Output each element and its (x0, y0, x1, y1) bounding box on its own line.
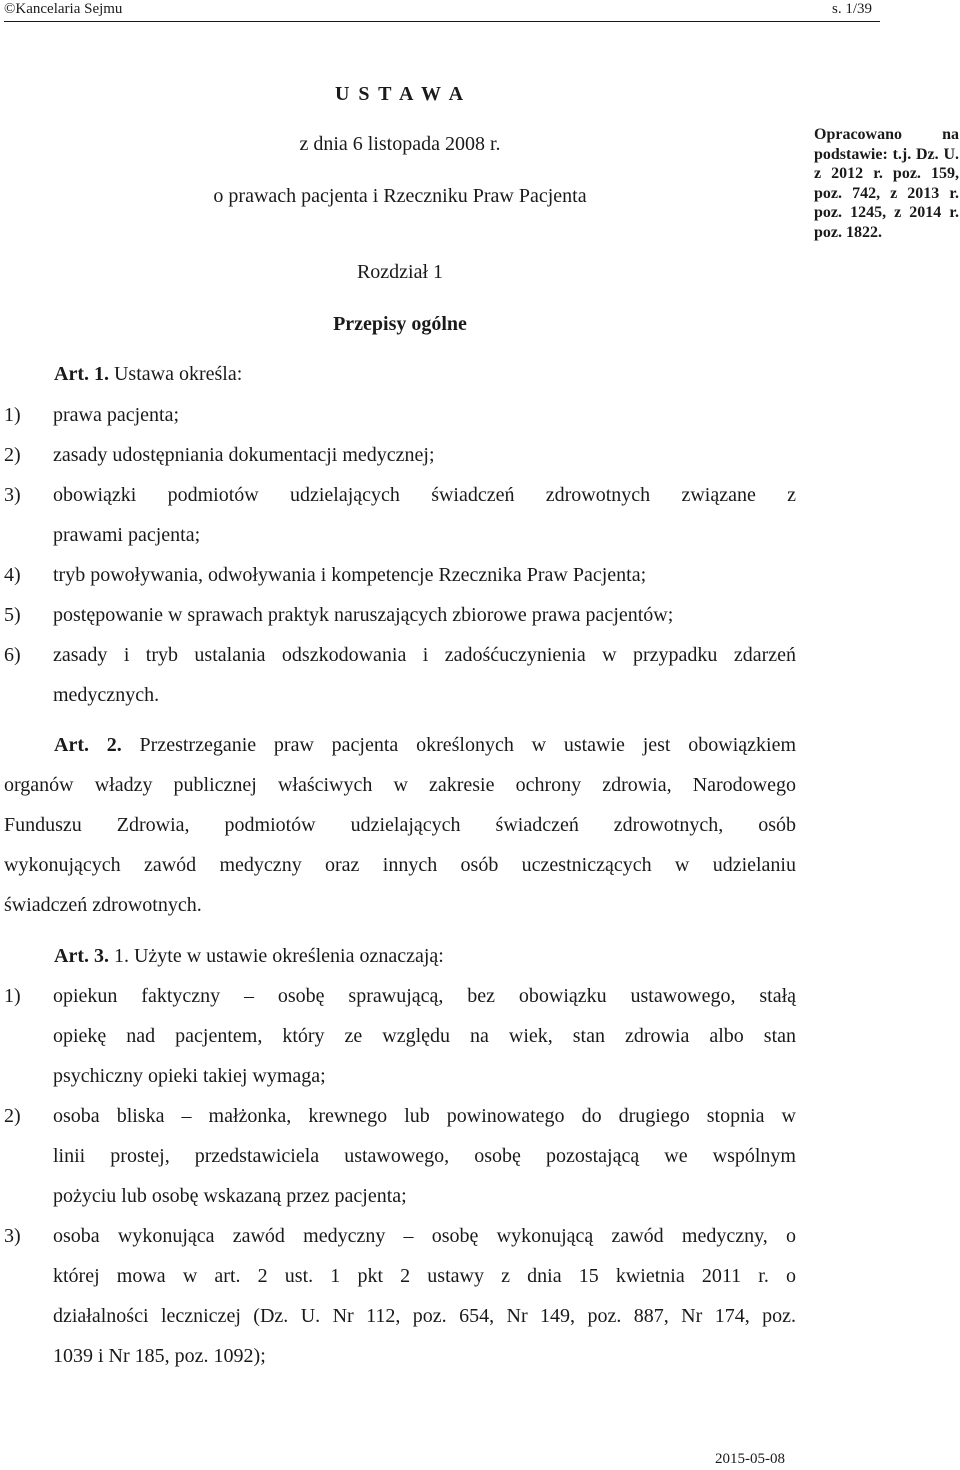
art3-label: Art. 3. (54, 945, 109, 967)
act-title: U S T A W A (334, 83, 466, 105)
art2-line-3: Funduszu Zdrowia, podmiotów udzielających świadczeń zdrowotnych, osób (4, 814, 796, 836)
art1-item-2-num: 2) (4, 444, 21, 466)
art3-item-1-line-3: psychiczny opieki takiej wymaga; (53, 1065, 326, 1087)
header-source: ©Kancelaria Sejmu (4, 1, 123, 17)
art3-item-2-line-2: linii prostej, przedstawiciela ustawowego, osobę pozostającą we wspólnym (53, 1145, 796, 1167)
art3-item-3-num: 3) (4, 1225, 21, 1247)
art3-intro-line (54, 944, 796, 968)
art1-item-3-text-cont: prawami pacjenta; (53, 524, 201, 546)
art3-item-3-line-2: której mowa w art. 2 ust. 1 pkt 2 ustawy z dnia 15 kwietnia 2011 r. o (53, 1265, 796, 1287)
art3-item-3-line-3: działalności leczniczej (Dz. U. Nr 112, poz. 654, Nr 149, poz. 887, Nr 174, poz. (53, 1305, 796, 1327)
footer-date: 2015-05-08 (715, 1451, 785, 1467)
art1-item-3-text: obowiązki podmiotów udzielających świadczeń zdrowotnych związane z (53, 484, 796, 506)
art1-item-4-text: tryb powoływania, odwoływania i kompetencje Rzecznika Praw Pacjenta; (53, 564, 647, 586)
art1-intro: Ustawa określa: (108, 363, 243, 385)
art3-item-1-line-1: opiekun faktyczny – osobę sprawującą, bez obowiązku ustawowego, stałą (53, 985, 796, 1007)
art3-item-2-line-3: pożyciu lub osobę wskazaną przez pacjenta; (53, 1185, 407, 1207)
art2-first-line (54, 733, 796, 757)
art2-line-2: organów władzy publicznej właściwych w zakresie ochrony zdrowia, Narodowego (4, 774, 796, 796)
art3-item-3-line-1: osoba wykonująca zawód medyczny – osobę wykonującą zawód medyczny, o (53, 1225, 796, 1247)
page-number: s. 1/39 (832, 1, 873, 17)
art2-label: Art. 2. (54, 734, 122, 756)
art1-item-2-text: zasady udostępniania dokumentacji medycznej; (53, 444, 435, 466)
art1-item-3-num: 3) (4, 484, 21, 506)
side-note: Opracowano na podstawie: t.j. Dz. U. z 2012 r. poz. 159, poz. 742, z 2013 r. poz. 1245, z 2014 r. poz. 1822. (814, 126, 959, 241)
art1-item-1-num: 1) (4, 404, 21, 426)
art2-line-5: świadczeń zdrowotnych. (4, 894, 202, 916)
chapter-title: Przepisy ogólne (333, 313, 467, 335)
art2-line-4: wykonujących zawód medyczny oraz innych osób uczestniczących w udzielaniu (4, 854, 796, 876)
art1-label: Art. 1. (54, 363, 109, 385)
art3-item-3-line-4: 1039 i Nr 185, poz. 1092); (53, 1345, 266, 1367)
act-name: o prawach pacjenta i Rzeczniku Praw Pacjenta (213, 185, 587, 207)
art3-item-2-num: 2) (4, 1105, 21, 1127)
art1-item-6-text-cont: medycznych. (53, 684, 160, 706)
art3-item-2-line-1: osoba bliska – małżonka, krewnego lub powinowatego do drugiego stopnia w (53, 1105, 796, 1127)
art3-intro: 1. Użyte w ustawie określenia oznaczają: (108, 945, 444, 967)
art1-item-6-text: zasady i tryb ustalania odszkodowania i zadośćuczynienia w przypadku zdarzeń (53, 644, 796, 666)
art1-item-5-text: postępowanie w sprawach praktyk naruszających zbiorowe prawa pacjentów; (53, 604, 674, 626)
art3-item-1-num: 1) (4, 985, 21, 1007)
art3-item-1-line-2: opiekę nad pacjentem, który ze względu na wiek, stan zdrowia albo stan (53, 1025, 796, 1047)
art1-intro-line (54, 362, 796, 386)
art1-item-5-num: 5) (4, 604, 21, 626)
header-rule (4, 21, 880, 22)
act-date: z dnia 6 listopada 2008 r. (299, 133, 501, 155)
chapter-number: Rozdział 1 (356, 261, 444, 283)
art2-first: Przestrzeganie praw pacjenta określonych w ustawie jest obowiązkiem (121, 734, 796, 756)
art1-item-6-num: 6) (4, 644, 21, 666)
art1-item-4-num: 4) (4, 564, 21, 586)
art1-item-1-text: prawa pacjenta; (53, 404, 180, 426)
